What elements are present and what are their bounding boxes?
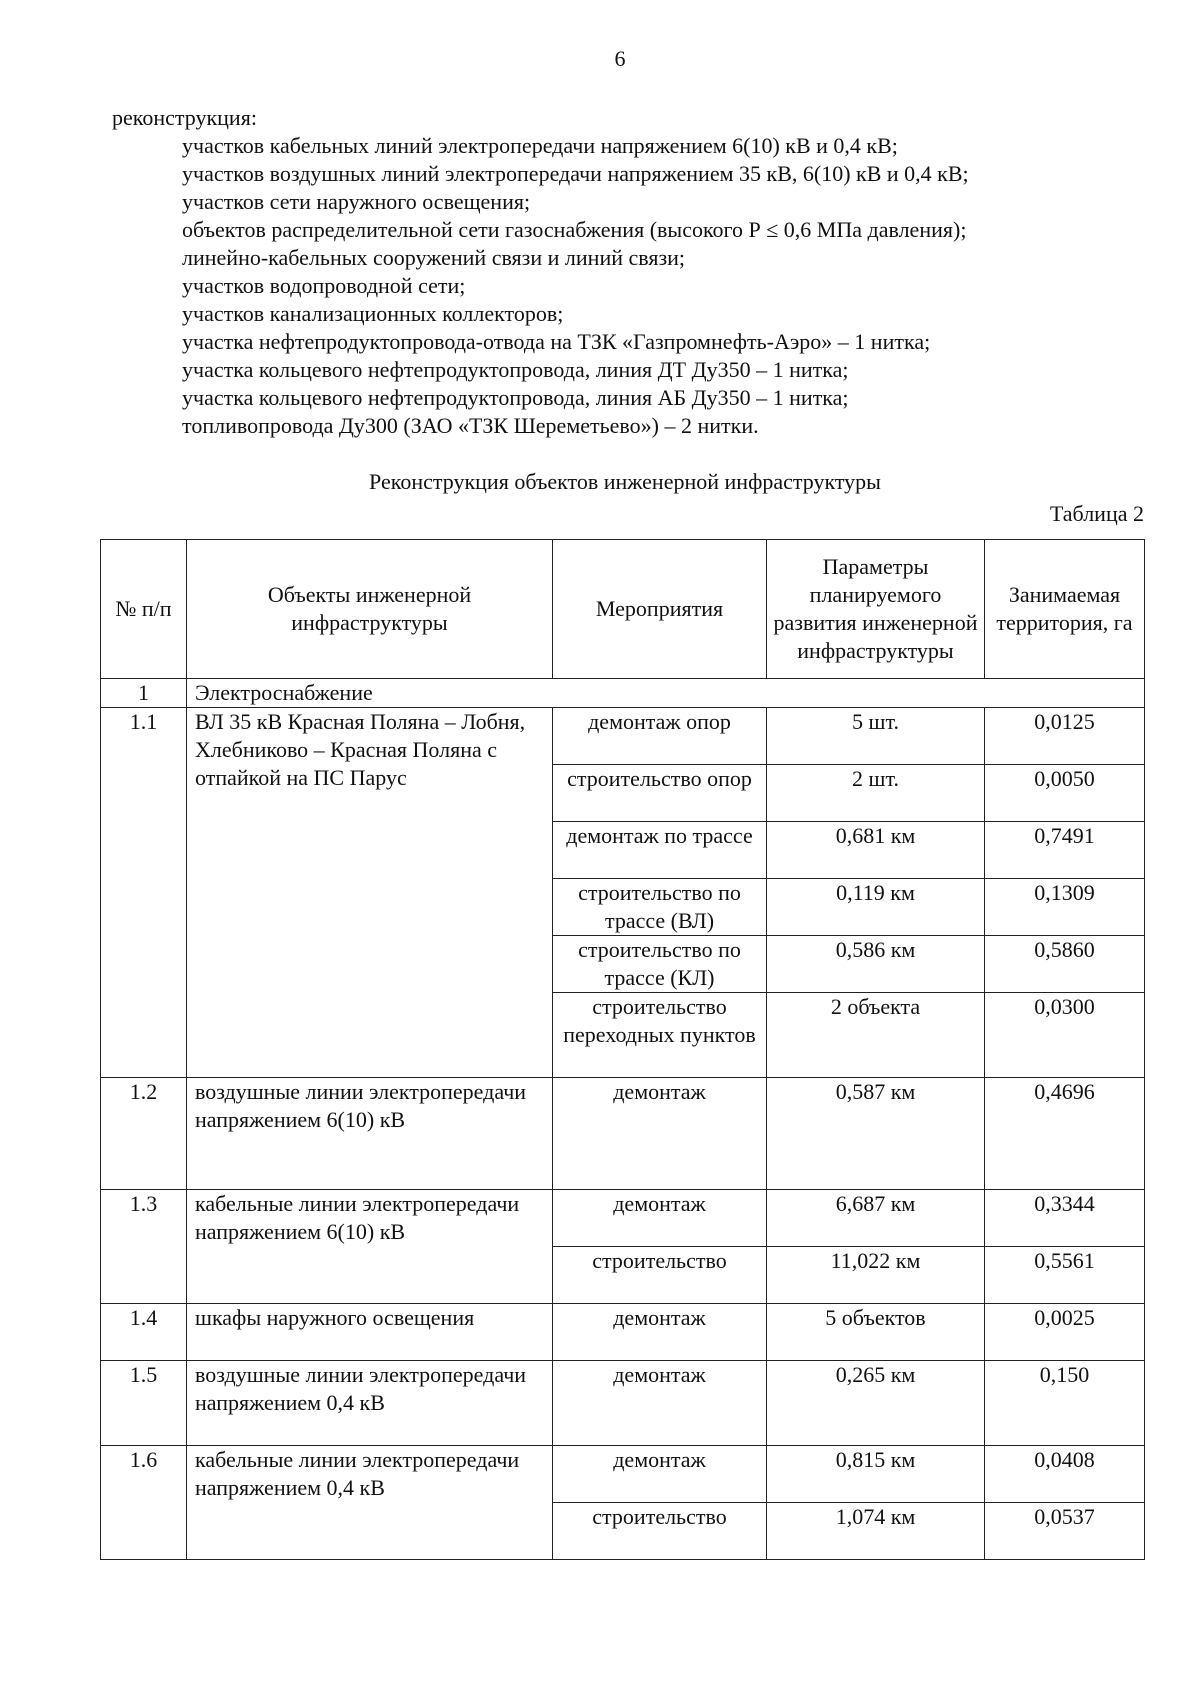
row-param: 1,074 км	[767, 1503, 985, 1560]
row-area: 0,7491	[985, 822, 1145, 879]
intro-item: участков сети наружного освещения;	[182, 189, 531, 214]
row-area: 0,0408	[985, 1446, 1145, 1503]
table-row	[101, 708, 1145, 765]
intro-item: участка кольцевого нефтепродуктопровода, линия АБ Ду350 – 1 нитка;	[182, 385, 849, 410]
row-param: 0,587 км	[767, 1078, 985, 1190]
row-measure: демонтаж	[553, 1446, 767, 1503]
table-caption: Реконструкция объектов инженерной инфраструктуры	[369, 469, 881, 494]
row-object: кабельные линии электропередачи напряжением 0,4 кВ	[187, 1446, 553, 1560]
row-measure: демонтаж по трассе	[553, 822, 767, 879]
intro-item: участка кольцевого нефтепродуктопровода, линия ДТ Ду350 – 1 нитка;	[182, 357, 849, 382]
row-measure: демонтаж	[553, 1078, 767, 1190]
row-param: 2 шт.	[767, 765, 985, 822]
infrastructure-table	[100, 539, 1145, 1560]
row-param: 0,586 км	[767, 936, 985, 993]
row-num: 1.3	[101, 1190, 187, 1304]
row-area: 0,1309	[985, 879, 1145, 936]
row-object: кабельные линии электропередачи напряжением 6(10) кВ	[187, 1190, 553, 1304]
intro-item: участков канализационных коллекторов;	[182, 301, 564, 326]
row-measure: демонтаж	[553, 1361, 767, 1446]
row-object: воздушные линии электропередачи напряжением 0,4 кВ	[187, 1361, 553, 1446]
intro-block	[112, 104, 1162, 440]
row-object: воздушные линии электропередачи напряжением 6(10) кВ	[187, 1078, 553, 1190]
row-area: 0,0300	[985, 993, 1145, 1078]
row-param: 11,022 км	[767, 1247, 985, 1304]
row-measure: строительство по трассе (ВЛ)	[553, 879, 767, 936]
row-area: 0,0025	[985, 1304, 1145, 1361]
row-measure: демонтаж опор	[553, 708, 767, 765]
row-measure: строительство	[553, 1247, 767, 1304]
table-row	[101, 1446, 1145, 1503]
header-params: Параметры планируемого развития инженерной инфраструктуры	[767, 540, 985, 679]
table-row	[101, 1078, 1145, 1190]
row-object: ВЛ 35 кВ Красная Поляна – Лобня, Хлебниково – Красная Поляна с отпайкой на ПС Парус	[187, 708, 553, 1078]
intro-list	[112, 132, 1162, 440]
row-area: 0,150	[985, 1361, 1145, 1446]
intro-item: участков кабельных линий электропередачи напряжением 6(10) кВ и 0,4 кВ;	[182, 133, 898, 158]
table-label: Таблица 2	[1049, 501, 1144, 526]
row-measure: демонтаж	[553, 1304, 767, 1361]
table-row	[101, 1190, 1145, 1247]
page-number: 6	[614, 46, 626, 71]
row-param: 6,687 км	[767, 1190, 985, 1247]
intro-item: участков водопроводной сети;	[182, 273, 466, 298]
intro-item: участков воздушных линий электропередачи напряжением 35 кВ, 6(10) кВ и 0,4 кВ;	[182, 161, 969, 186]
row-num: 1.6	[101, 1446, 187, 1560]
table-row	[101, 1304, 1145, 1361]
row-measure: демонтаж	[553, 1190, 767, 1247]
intro-lead: реконструкция:	[112, 105, 257, 130]
row-num: 1.1	[101, 708, 187, 1078]
header-object: Объекты инженерной инфраструктуры	[187, 540, 553, 679]
row-area: 0,5860	[985, 936, 1145, 993]
header-measure: Мероприятия	[553, 540, 767, 679]
row-area: 0,0050	[985, 765, 1145, 822]
section-num: 1	[101, 679, 187, 708]
row-num: 1.2	[101, 1078, 187, 1190]
row-measure: строительство опор	[553, 765, 767, 822]
header-num: № п/п	[101, 540, 187, 679]
row-measure: строительство	[553, 1503, 767, 1560]
row-area: 0,0125	[985, 708, 1145, 765]
row-num: 1.4	[101, 1304, 187, 1361]
row-param: 0,119 км	[767, 879, 985, 936]
row-param: 5 объектов	[767, 1304, 985, 1361]
section-title: Электроснабжение	[187, 679, 1145, 708]
intro-item: топливопровода Ду300 (ЗАО «ТЗК Шереметьево») – 2 нитки.	[182, 413, 759, 438]
row-param: 0,815 км	[767, 1446, 985, 1503]
row-param: 0,265 км	[767, 1361, 985, 1446]
row-area: 0,0537	[985, 1503, 1145, 1560]
row-measure: строительство переходных пунктов	[553, 993, 767, 1078]
row-num: 1.5	[101, 1361, 187, 1446]
row-area: 0,5561	[985, 1247, 1145, 1304]
row-param: 2 объекта	[767, 993, 985, 1078]
intro-item: объектов распределительной сети газоснабжения (высокого Р ≤ 0,6 МПа давления);	[182, 217, 967, 242]
intro-item: линейно-кабельных сооружений связи и линий связи;	[182, 245, 686, 270]
row-area: 0,4696	[985, 1078, 1145, 1190]
row-param: 0,681 км	[767, 822, 985, 879]
table-header-row	[101, 540, 1145, 679]
table-row	[101, 1361, 1145, 1446]
row-param: 5 шт.	[767, 708, 985, 765]
row-area: 0,3344	[985, 1190, 1145, 1247]
row-measure: строительство по трассе (КЛ)	[553, 936, 767, 993]
header-area: Занимаемая территория, га	[985, 540, 1145, 679]
row-object: шкафы наружного освещения	[187, 1304, 553, 1361]
section-row	[101, 679, 1145, 708]
intro-item: участка нефтепродуктопровода-отвода на ТЗК «Газпромнефть-Аэро» – 1 нитка;	[182, 329, 931, 354]
